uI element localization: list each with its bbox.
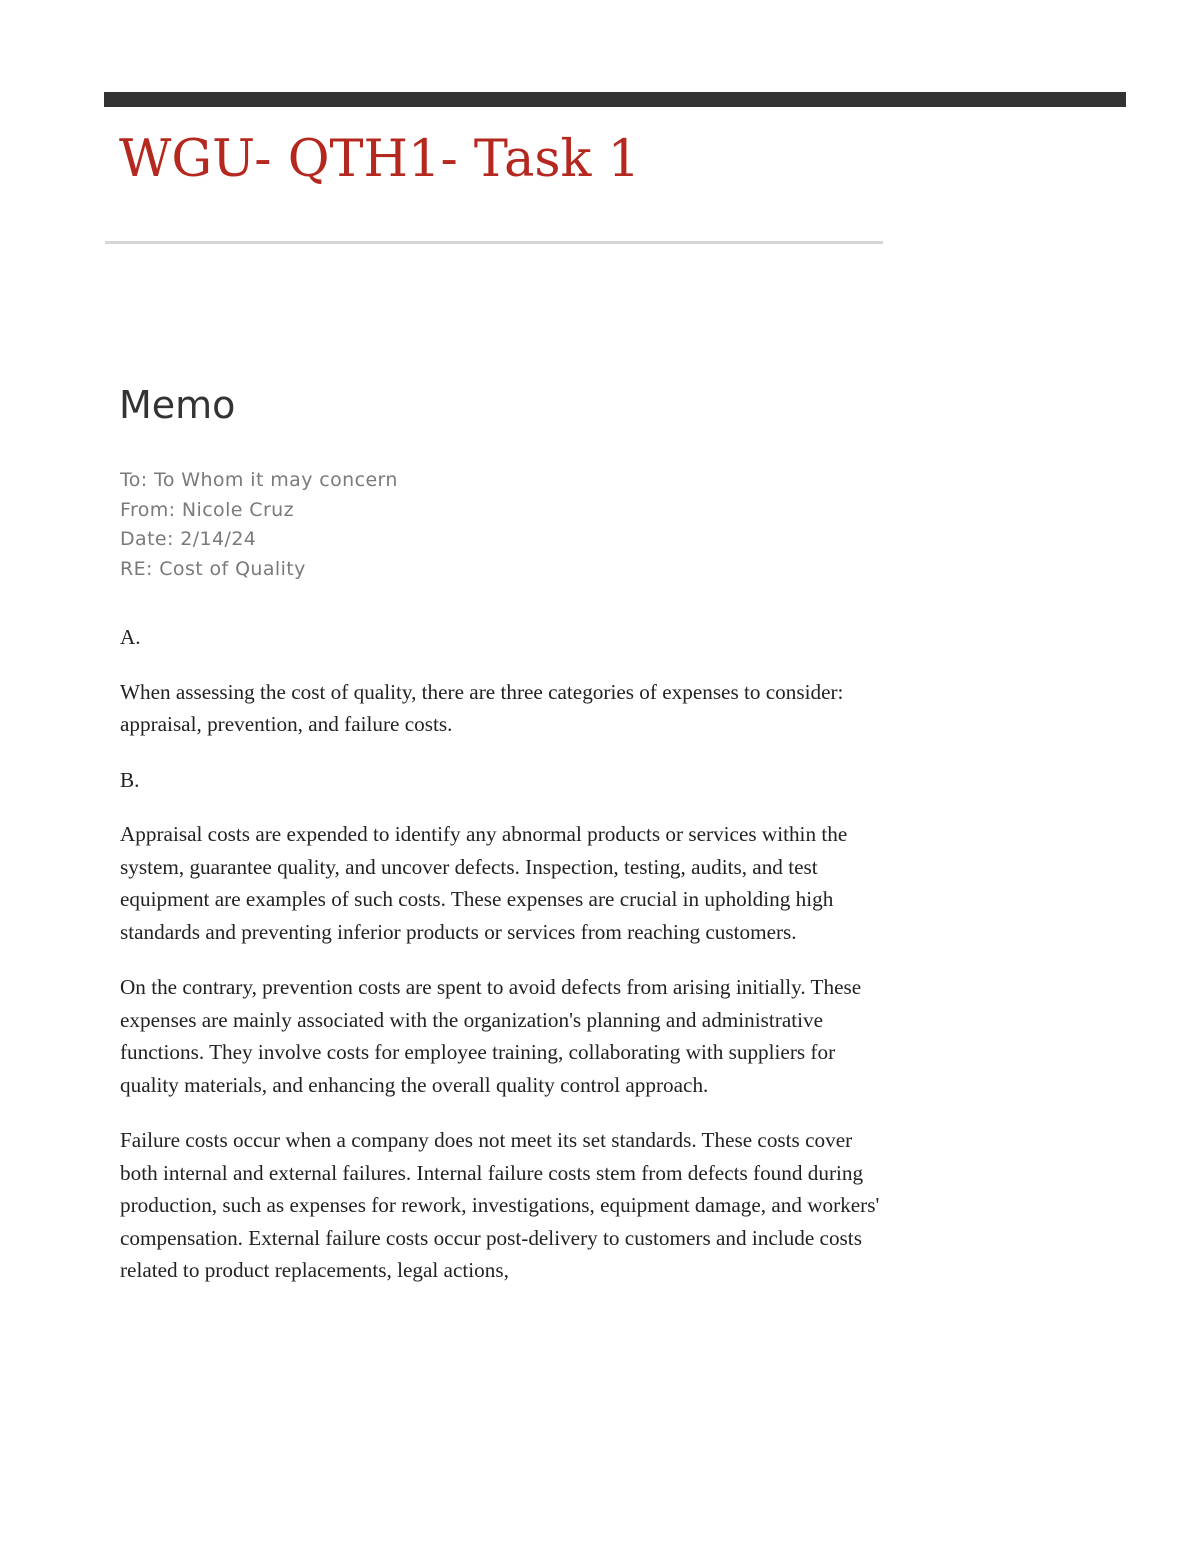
appraisal-paragraph: Appraisal costs are expended to identify any abnormal products or services within the system, guarantee quality, and uncover defects. Inspection, testing, audits, and test equipment are examples of such costs. These expenses are crucial in upholding high standards and preventing inferior products or services from reaching customers. [120,822,848,944]
header-bar [104,92,1126,107]
document-title: WGU- QTH1- Task 1 [119,130,641,189]
memo-date: Date: 2/14/24 [120,528,257,551]
memo-header-block [120,466,398,585]
section-b-label: B. [120,767,140,792]
section-a-label: A. [120,625,141,649]
failure-paragraph: Failure costs occur when a company does not meet its set standards. These costs cover both internal and external failures. Internal failure costs stem from defects found during production, such as expenses for rework, investigations, equipment damage, and workers' compensation. External failure costs occur post-delivery to customers and include costs related to product replacements, legal actions, [120,1128,880,1282]
memo-re: RE: Cost of Quality [120,558,306,581]
title-divider [105,241,883,244]
section-a-paragraph: When assessing the cost of quality, there are three categories of expenses to consider: appraisal, prevention, and failure costs. [120,679,844,736]
memo-body [120,621,892,1310]
memo-heading: Memo [119,383,236,427]
memo-to: To: To Whom it may concern [120,469,398,491]
prevention-paragraph: On the contrary, prevention costs are spent to avoid defects from arising initially. These expenses are mainly associated with the organization's planning and administrative functions. They involve costs for employee training, collaborating with suppliers for quality materials, and enhancing the overall quality control approach. [120,975,862,1097]
memo-from: From: Nicole Cruz [120,498,294,521]
